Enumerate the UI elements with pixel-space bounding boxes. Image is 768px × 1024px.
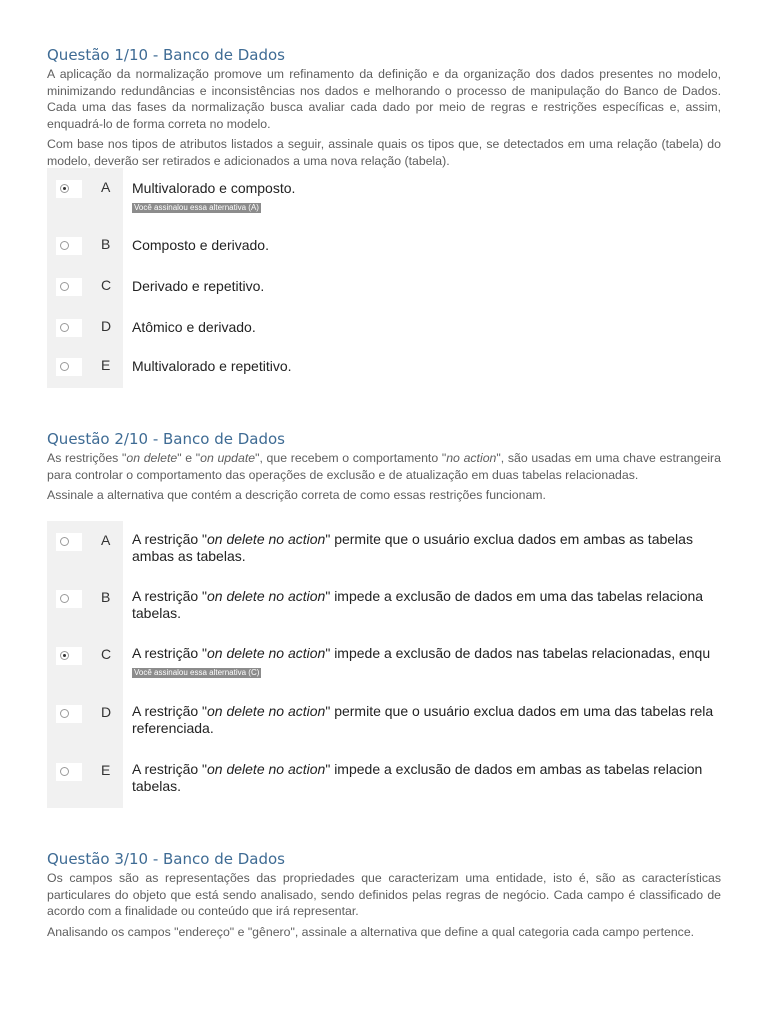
alt-emphasis: on delete no action	[207, 645, 326, 661]
alt-line1: " impede a exclusão de dados em uma das tabelas relaciona	[325, 588, 704, 604]
alternative-text[interactable]	[132, 588, 768, 622]
alternative-d[interactable]	[47, 703, 768, 751]
question-title: Questão 2/10 - Banco de Dados	[47, 430, 285, 448]
alt-line1: " permite que o usuário exclua dados em ambas as tabelas	[325, 531, 693, 547]
alternative-text[interactable]	[132, 761, 768, 795]
radio-box[interactable]	[56, 763, 82, 781]
radio-box[interactable]	[56, 358, 82, 376]
alternative-c[interactable]	[47, 645, 768, 693]
question-statement: A aplicação da normalização promove um refinamento da definição e da organização dos dados presentes no modelo, minimizando redundâncias e inconsistências nos dados e melhorando o processo de manipulação do Banco de Dados. Cada uma das fases da normalização busca avaliar cada dado por meio de regras e restrições específicas e, assim, enquadrá-lo de forma correta no modelo.	[47, 67, 721, 131]
alternative-label: Composto e derivado.	[132, 237, 269, 253]
question-2	[47, 430, 721, 504]
question-title: Questão 3/10 - Banco de Dados	[47, 850, 285, 868]
alternative-letter: D	[101, 704, 112, 720]
alternative-text[interactable]	[132, 531, 768, 565]
alt-prefix: A restrição "	[132, 645, 207, 661]
alternative-text[interactable]	[132, 237, 768, 254]
alternative-a[interactable]	[47, 531, 768, 579]
alt-prefix: A restrição "	[132, 588, 207, 604]
radio-button[interactable]	[60, 241, 69, 250]
radio-button[interactable]	[60, 184, 69, 193]
question-3	[47, 850, 721, 940]
question-1	[47, 46, 721, 169]
radio-box[interactable]	[56, 180, 82, 198]
alt-emphasis: on delete no action	[207, 531, 326, 547]
alt-line1: " permite que o usuário exclua dados em uma das tabelas rela	[325, 703, 714, 719]
alternative-text[interactable]	[132, 319, 768, 336]
selected-badge: Você assinalou essa alternativa (C)	[134, 668, 260, 677]
radio-button[interactable]	[60, 594, 69, 603]
alt-prefix: A restrição "	[132, 703, 207, 719]
alternative-label: Multivalorado e composto.	[132, 180, 296, 196]
alternative-letter: E	[101, 357, 111, 373]
alt-prefix: A restrição "	[132, 531, 207, 547]
question-prompt: Assinale a alternativa que contém a descrição correta de como essas restrições funcionam.	[47, 488, 546, 502]
alt-line2: referenciada.	[132, 720, 214, 736]
alt-prefix: A restrição "	[132, 761, 207, 777]
alt-line1: " impede a exclusão de dados em ambas as tabelas relacion	[325, 761, 703, 777]
radio-box[interactable]	[56, 278, 82, 296]
question-prompt: Com base nos tipos de atributos listados a seguir, assinale quais os tipos que, se detectados em uma relação (tabela) do modelo, deverão ser retirados e adicionados a uma nova relação (tabela).	[47, 137, 721, 168]
alternative-letter: A	[101, 179, 111, 195]
alternative-a[interactable]	[47, 178, 768, 226]
alternative-e[interactable]	[47, 356, 768, 404]
alternative-text[interactable]	[132, 278, 768, 295]
alt-line2: tabelas.	[132, 605, 182, 621]
question-statement: As restrições "on delete" e "on update", que recebem o comportamento "no action", são usadas em uma chave estrangeira para controlar o comportamento das operações de exclusão e de atualização em duas tabelas relacionadas.	[47, 451, 721, 482]
alternative-text[interactable]	[132, 180, 768, 214]
alternative-e[interactable]	[47, 761, 768, 809]
alternative-letter: B	[101, 236, 111, 252]
alt-line1: " impede a exclusão de dados nas tabelas relacionadas, enqu	[325, 645, 711, 661]
radio-box[interactable]	[56, 705, 82, 723]
radio-box[interactable]	[56, 647, 82, 665]
alt-emphasis: on delete no action	[207, 588, 326, 604]
alternative-text[interactable]	[132, 703, 768, 737]
alternative-letter: B	[101, 589, 111, 605]
radio-button[interactable]	[60, 651, 69, 660]
alt-emphasis: on delete no action	[207, 761, 326, 777]
radio-button[interactable]	[60, 323, 69, 332]
alternative-letter: E	[101, 762, 111, 778]
radio-button[interactable]	[60, 282, 69, 291]
alternative-b[interactable]	[47, 588, 768, 636]
radio-box[interactable]	[56, 533, 82, 551]
selected-badge: Você assinalou essa alternativa (A)	[134, 203, 259, 212]
alternative-label: Derivado e repetitivo.	[132, 278, 265, 294]
alternatives-list	[47, 521, 768, 808]
radio-box[interactable]	[56, 590, 82, 608]
alternative-label: Atômico e derivado.	[132, 319, 256, 335]
radio-button[interactable]	[60, 709, 69, 718]
alternative-letter: C	[101, 646, 112, 662]
question-title: Questão 1/10 - Banco de Dados	[47, 46, 285, 64]
radio-button[interactable]	[60, 362, 69, 371]
alternative-text[interactable]	[132, 645, 768, 679]
radio-box[interactable]	[56, 319, 82, 337]
radio-button[interactable]	[60, 767, 69, 776]
radio-button[interactable]	[60, 537, 69, 546]
question-prompt: Analisando os campos "endereço" e "gênero", assinale a alternativa que define a qual categoria cada campo pertence.	[47, 924, 695, 939]
alt-line2: ambas as tabelas.	[132, 548, 246, 564]
alternative-letter: C	[101, 277, 112, 293]
alternatives-list	[47, 168, 768, 388]
alt-emphasis: on delete no action	[207, 703, 326, 719]
alternative-text[interactable]	[132, 358, 768, 375]
alternative-label: Multivalorado e repetitivo.	[132, 358, 292, 374]
radio-box[interactable]	[56, 237, 82, 255]
alternative-letter: A	[101, 532, 111, 548]
alt-line2: tabelas.	[132, 778, 182, 794]
alternative-letter: D	[101, 318, 112, 334]
question-statement: Os campos são as representações das propriedades que caracterizam uma entidade, isto é, são as características particulares do objeto que está sendo analisado, sendo definidos pelas regras de negócio. Cada campo é classificado de acordo com a finalidade ou conteúdo que irá representar.	[47, 871, 721, 918]
